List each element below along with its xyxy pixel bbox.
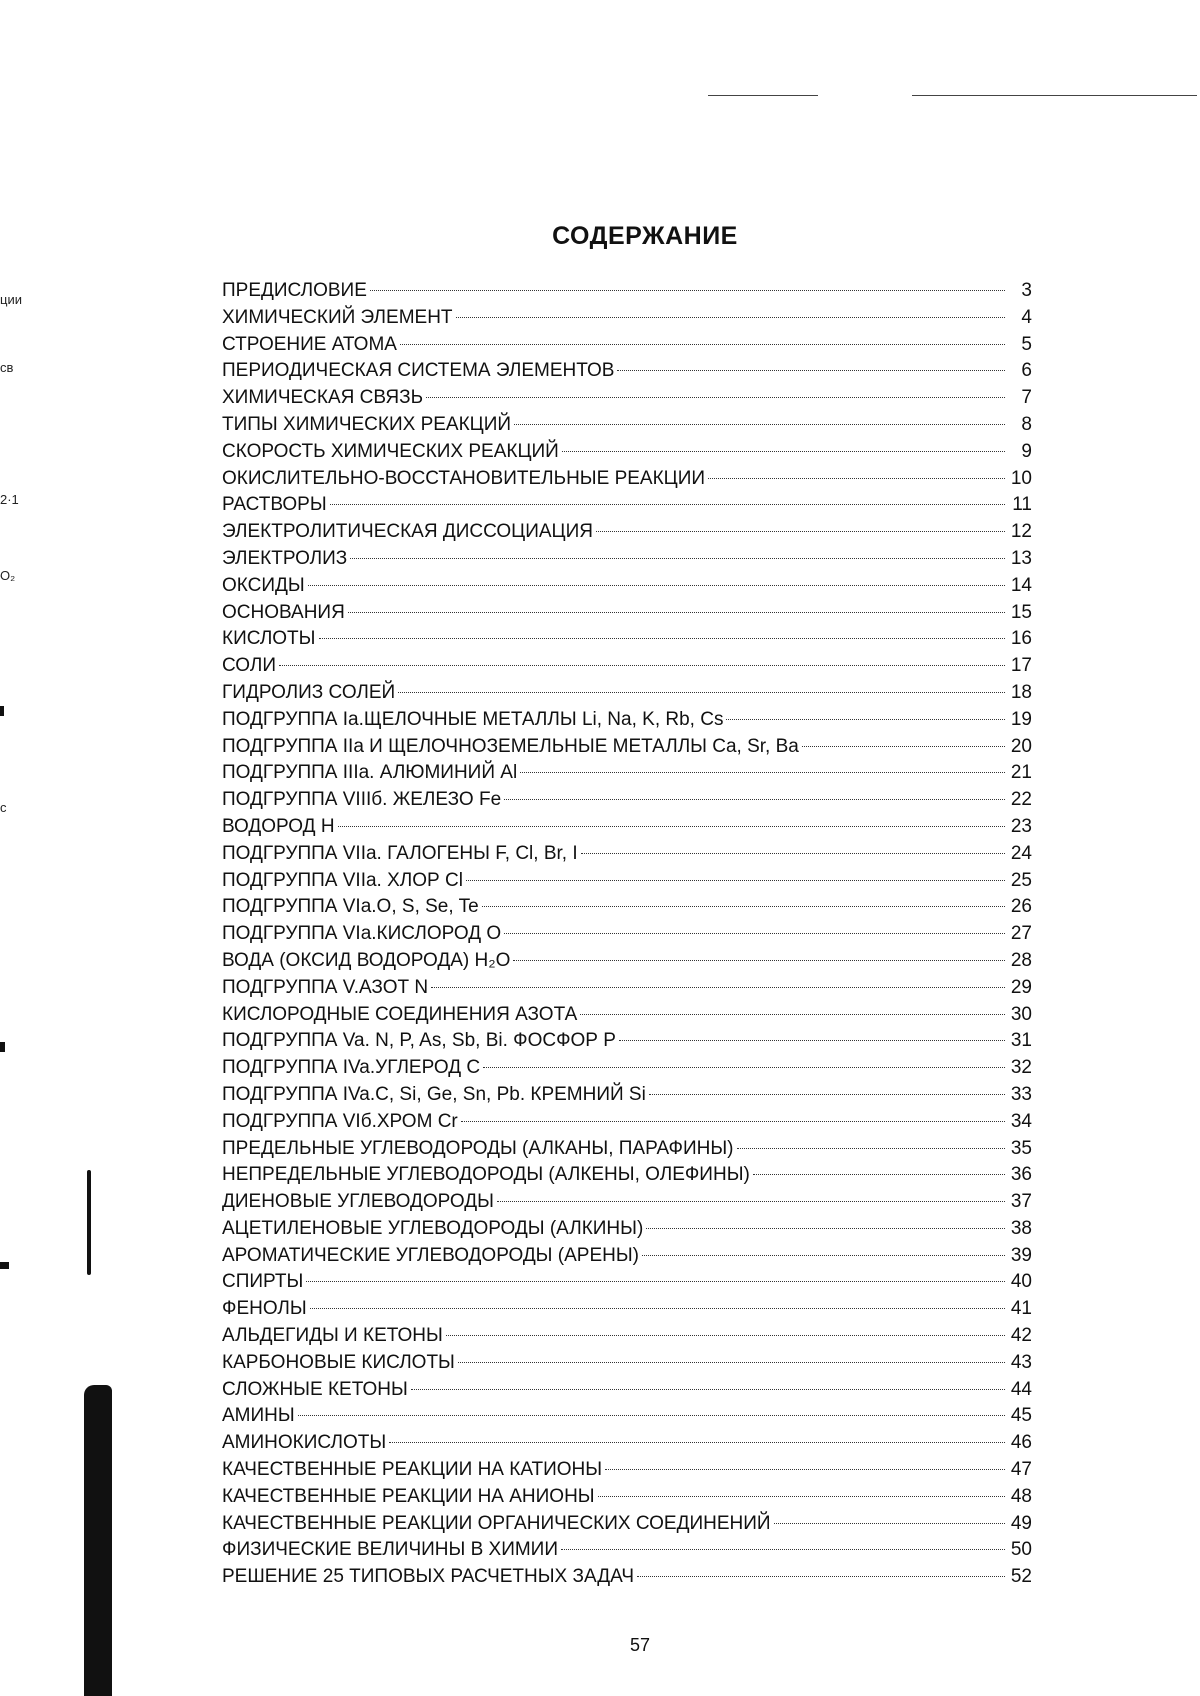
dot-leader: [308, 585, 1005, 586]
toc-entry[interactable]: [222, 1484, 1032, 1511]
dot-leader: [483, 1067, 1005, 1068]
toc-entry-label: КИСЛОРОДНЫЕ СОЕДИНЕНИЯ АЗОТА: [222, 1003, 578, 1025]
toc-entry-page: 7: [1021, 387, 1032, 409]
toc-entry-label: ПОДГРУППА VIIIб. ЖЕЛЕЗО Fe: [222, 789, 502, 811]
toc-entry-label: ПОДГРУППА VIб.ХРОМ Cr: [222, 1110, 458, 1132]
toc-entry-page: 5: [1021, 333, 1032, 355]
toc-entry-label: ТИПЫ ХИМИЧЕСКИХ РЕАКЦИЙ: [222, 413, 512, 435]
toc-entry[interactable]: [222, 707, 1032, 734]
toc-entry-page: 33: [1010, 1083, 1032, 1105]
toc-entry[interactable]: [222, 1189, 1032, 1216]
toc-entry[interactable]: [222, 787, 1032, 814]
toc-entry-label: ДИЕНОВЫЕ УГЛЕВОДОРОДЫ: [222, 1191, 494, 1213]
dot-leader: [708, 478, 1005, 479]
margin-fragment: O₂: [0, 568, 16, 583]
dot-leader: [520, 772, 1005, 773]
toc-entry[interactable]: [222, 1028, 1032, 1055]
toc-entry-label: ПОДГРУППА VIIa. ХЛОР Cl: [222, 869, 463, 891]
dot-leader: [646, 1228, 1005, 1229]
scan-mark: [0, 1262, 9, 1269]
toc-entry-page: 45: [1010, 1405, 1032, 1427]
dot-leader: [398, 692, 1005, 693]
toc-entry-label: АМИНОКИСЛОТЫ: [222, 1432, 387, 1454]
toc-entry[interactable]: [222, 305, 1032, 332]
dot-leader: [726, 719, 1005, 720]
toc-entry-page: 9: [1021, 440, 1032, 462]
toc-entry[interactable]: [222, 1377, 1032, 1404]
dot-leader: [504, 933, 1005, 934]
toc-entry[interactable]: [222, 894, 1032, 921]
dot-leader: [310, 1308, 1005, 1309]
toc-entry-page: 25: [1010, 869, 1032, 891]
toc-entry-label: СЛОЖНЫЕ КЕТОНЫ: [222, 1378, 408, 1400]
toc-entry[interactable]: [222, 1403, 1032, 1430]
toc-entry-label: СОЛИ: [222, 655, 276, 677]
toc-entry-label: КАЧЕСТВЕННЫЕ РЕАКЦИИ ОРГАНИЧЕСКИХ СОЕДИНЕНИЙ: [222, 1512, 771, 1534]
margin-fragment: ции: [0, 292, 22, 307]
dot-leader: [605, 1469, 1005, 1470]
toc-entry-page: 47: [1010, 1459, 1032, 1481]
toc-entry-label: АРОМАТИЧЕСКИЕ УГЛЕВОДОРОДЫ (АРЕНЫ): [222, 1244, 639, 1266]
toc-entry-label: СТРОЕНИЕ АТОМА: [222, 333, 397, 355]
toc-entry[interactable]: [222, 626, 1032, 653]
toc-entry-label: КИСЛОТЫ: [222, 628, 316, 650]
toc-entry[interactable]: [222, 439, 1032, 466]
toc-entry[interactable]: [222, 600, 1032, 627]
toc-entry-label: ВОДА (ОКСИД ВОДОРОДА) H₂O: [222, 949, 511, 971]
toc-entry-label: ХИМИЧЕСКАЯ СВЯЗЬ: [222, 387, 424, 409]
dot-leader: [737, 1148, 1005, 1149]
toc-entry-page: 24: [1010, 842, 1032, 864]
scan-binding-mark: [87, 1170, 91, 1275]
dot-leader: [411, 1389, 1005, 1390]
toc-entry[interactable]: [222, 412, 1032, 439]
toc-entry[interactable]: [222, 1243, 1032, 1270]
toc-entry-page: 42: [1010, 1325, 1032, 1347]
toc-entry-page: 36: [1010, 1164, 1032, 1186]
toc-entry-page: 40: [1010, 1271, 1032, 1293]
toc-entry-page: 30: [1010, 1003, 1032, 1025]
toc-entry[interactable]: [222, 573, 1032, 600]
dot-leader: [348, 612, 1005, 613]
dot-leader: [482, 906, 1005, 907]
toc-entry-page: 13: [1010, 547, 1032, 569]
toc-entry-label: НЕПРЕДЕЛЬНЫЕ УГЛЕВОДОРОДЫ (АЛКЕНЫ, ОЛЕФИНЫ): [222, 1164, 750, 1186]
dot-leader: [330, 504, 1005, 505]
dot-leader: [431, 987, 1005, 988]
toc-entry-label: ХИМИЧЕСКИЙ ЭЛЕМЕНТ: [222, 306, 453, 328]
dot-leader: [338, 826, 1005, 827]
toc-entry[interactable]: [222, 1269, 1032, 1296]
dot-leader: [461, 1121, 1005, 1122]
toc-entry-page: 21: [1010, 762, 1032, 784]
dot-leader: [637, 1576, 1005, 1577]
toc-entry-page: 26: [1010, 896, 1032, 918]
toc-entry-page: 49: [1010, 1512, 1032, 1534]
toc-entry[interactable]: [222, 1136, 1032, 1163]
toc-entry-label: ФИЗИЧЕСКИЕ ВЕЛИЧИНЫ В ХИМИИ: [222, 1539, 558, 1561]
dot-leader: [446, 1335, 1005, 1336]
dot-leader: [456, 317, 1005, 318]
dot-leader: [426, 397, 1005, 398]
toc-entry[interactable]: [222, 466, 1032, 493]
toc-entry-page: 11: [1012, 494, 1032, 516]
toc-entry-label: ПОДГРУППА Va. N, P, As, Sb, Bi. ФОСФОР P: [222, 1030, 616, 1052]
dot-leader: [581, 853, 1005, 854]
dot-leader: [466, 880, 1005, 881]
dot-leader: [561, 1549, 1005, 1550]
dot-leader: [802, 746, 1005, 747]
dot-leader: [350, 558, 1005, 559]
toc-entry[interactable]: [222, 653, 1032, 680]
toc-entry-label: АЛЬДЕГИДЫ И КЕТОНЫ: [222, 1325, 443, 1347]
toc-entry-label: АМИНЫ: [222, 1405, 295, 1427]
toc-entry-page: 44: [1010, 1378, 1032, 1400]
toc-entry-page: 28: [1010, 949, 1032, 971]
toc-entry-page: 12: [1010, 521, 1032, 543]
toc-entry[interactable]: [222, 332, 1032, 359]
dot-leader: [400, 344, 1005, 345]
toc-entry-label: ПОДГРУППА V.АЗОТ N: [222, 976, 429, 998]
scan-rule-right: [912, 95, 1197, 96]
toc-entry[interactable]: [222, 519, 1032, 546]
toc-entry[interactable]: [222, 1109, 1032, 1136]
toc-entry-page: 35: [1010, 1137, 1032, 1159]
toc-entry-label: ПОДГРУППА IVa.C, Si, Ge, Sn, Pb. КРЕМНИЙ Si: [222, 1083, 646, 1105]
toc-entry[interactable]: [222, 814, 1032, 841]
toc-entry[interactable]: [222, 1082, 1032, 1109]
dot-leader: [596, 531, 1005, 532]
toc-entry[interactable]: [222, 278, 1032, 305]
toc-entry-page: 3: [1021, 280, 1032, 301]
toc-entry-page: 10: [1010, 467, 1032, 489]
toc-entry-page: 43: [1010, 1351, 1032, 1373]
toc-entry-label: ГИДРОЛИЗ СОЛЕЙ: [222, 681, 396, 703]
scan-rule-left: [708, 95, 818, 96]
toc-entry-label: КАРБОНОВЫЕ КИСЛОТЫ: [222, 1351, 455, 1373]
toc-entry-page: 4: [1021, 306, 1032, 328]
toc-entry[interactable]: [222, 1457, 1032, 1484]
toc-entry-page: 18: [1010, 681, 1032, 703]
toc-entry-page: 41: [1010, 1298, 1032, 1320]
toc-entry[interactable]: [222, 948, 1032, 975]
dot-leader: [513, 960, 1005, 961]
dot-leader: [753, 1174, 1005, 1175]
toc-title: СОДЕРЖАНИЕ: [552, 222, 738, 250]
dot-leader: [598, 1496, 1005, 1497]
toc-entry-label: КАЧЕСТВЕННЫЕ РЕАКЦИИ НА АНИОНЫ: [222, 1485, 595, 1507]
dot-leader: [370, 290, 1005, 291]
toc-entry-label: ЭЛЕКТРОЛИЗ: [222, 547, 348, 569]
dot-leader: [389, 1442, 1005, 1443]
toc-entry-page: 19: [1010, 708, 1032, 730]
dot-leader: [504, 799, 1005, 800]
dot-leader: [562, 451, 1005, 452]
toc-entry[interactable]: [222, 1296, 1032, 1323]
toc-entry[interactable]: [222, 1002, 1032, 1029]
toc-entry-page: 17: [1010, 655, 1032, 677]
toc-entry[interactable]: [222, 1162, 1032, 1189]
toc-entry[interactable]: [222, 1511, 1032, 1538]
toc-entry[interactable]: [222, 760, 1032, 787]
toc-entry-page: 20: [1010, 735, 1032, 757]
page-number: 57: [629, 1635, 651, 1655]
toc-entry-label: ПОДГРУППА VIa.КИСЛОРОД O: [222, 923, 502, 945]
toc-entry-label: ОКИСЛИТЕЛЬНО-ВОССТАНОВИТЕЛЬНЫЕ РЕАКЦИИ: [222, 467, 706, 489]
toc-entry-label: ПОДГРУППА VIIa. ГАЛОГЕНЫ F, Cl, Br, I: [222, 842, 578, 864]
toc-entry-page: 29: [1010, 976, 1032, 998]
scan-mark: [0, 706, 4, 716]
dot-leader: [497, 1201, 1005, 1202]
toc-entry-label: СКОРОСТЬ ХИМИЧЕСКИХ РЕАКЦИЙ: [222, 440, 559, 462]
toc-entry[interactable]: [222, 975, 1032, 1002]
toc-entry[interactable]: [222, 1323, 1032, 1350]
toc-entry-page: 38: [1010, 1217, 1032, 1239]
toc-entry-label: ПРЕДИСЛОВИЕ: [222, 280, 367, 301]
dot-leader: [319, 638, 1006, 639]
toc-entry-label: ОКСИДЫ: [222, 574, 305, 596]
margin-fragment: 2·1: [0, 492, 19, 507]
toc-entry-label: ОСНОВАНИЯ: [222, 601, 345, 623]
toc-entry-page: 46: [1010, 1432, 1032, 1454]
toc-entry-page: 31: [1010, 1030, 1032, 1052]
toc-entry-label: ПОДГРУППА IIa И ЩЕЛОЧНОЗЕМЕЛЬНЫЕ МЕТАЛЛЫ Ca, Sr, Ba: [222, 735, 799, 757]
toc-entry-page: 16: [1010, 628, 1032, 650]
toc-entry-page: 27: [1010, 923, 1032, 945]
dot-leader: [298, 1415, 1005, 1416]
toc-entry-page: 6: [1021, 360, 1032, 382]
toc-entry-label: ЭЛЕКТРОЛИТИЧЕСКАЯ ДИССОЦИАЦИЯ: [222, 521, 593, 543]
dot-leader: [306, 1281, 1005, 1282]
toc-entry-page: 15: [1010, 601, 1032, 623]
toc-entry[interactable]: [222, 1564, 1032, 1591]
toc-entry[interactable]: [222, 492, 1032, 519]
dot-leader: [649, 1094, 1005, 1095]
toc-entry[interactable]: [222, 1537, 1032, 1564]
toc-entry-label: ПОДГРУППА Ia.ЩЕЛОЧНЫЕ МЕТАЛЛЫ Li, Na, K, Rb, Cs: [222, 708, 724, 730]
margin-fragment: с: [0, 800, 7, 815]
toc-entry-label: ВОДОРОД H: [222, 815, 335, 837]
toc-entry[interactable]: [222, 385, 1032, 412]
toc-entry[interactable]: [222, 1430, 1032, 1457]
toc-entry-page: 52: [1010, 1566, 1032, 1588]
toc-entry-label: АЦЕТИЛЕНОВЫЕ УГЛЕВОДОРОДЫ (АЛКИНЫ): [222, 1217, 644, 1239]
dot-leader: [617, 370, 1005, 371]
toc-entry[interactable]: [222, 358, 1032, 385]
scan-mark: [0, 1042, 5, 1052]
toc-entry-page: 39: [1010, 1244, 1032, 1266]
toc-entry-page: 22: [1010, 789, 1032, 811]
toc-entry-page: 50: [1010, 1539, 1032, 1561]
toc-entry-page: 37: [1010, 1191, 1032, 1213]
toc-entry-label: РАСТВОРЫ: [222, 494, 327, 516]
toc-entry-label: ПОДГРУППА IVa.УГЛЕРОД C: [222, 1057, 481, 1079]
table-of-contents: [222, 278, 1032, 1591]
toc-entry-page: 14: [1010, 574, 1032, 596]
toc-entry-page: 32: [1010, 1057, 1032, 1079]
dot-leader: [279, 665, 1005, 666]
dot-leader: [580, 1014, 1005, 1015]
dot-leader: [642, 1255, 1005, 1256]
toc-entry-page: 8: [1021, 413, 1032, 435]
margin-fragment: св: [0, 360, 14, 375]
toc-entry[interactable]: [222, 868, 1032, 895]
toc-entry-page: 23: [1010, 815, 1032, 837]
dot-leader: [774, 1523, 1005, 1524]
toc-entry-label: РЕШЕНИЕ 25 ТИПОВЫХ РАСЧЕТНЫХ ЗАДАЧ: [222, 1566, 634, 1588]
toc-entry-label: ПРЕДЕЛЬНЫЕ УГЛЕВОДОРОДЫ (АЛКАНЫ, ПАРАФИНЫ): [222, 1137, 734, 1159]
toc-entry[interactable]: [222, 1216, 1032, 1243]
dot-leader: [514, 424, 1005, 425]
dot-leader: [458, 1362, 1005, 1363]
toc-entry[interactable]: [222, 1350, 1032, 1377]
toc-entry[interactable]: [222, 1055, 1032, 1082]
dot-leader: [619, 1040, 1005, 1041]
toc-entry[interactable]: [222, 841, 1032, 868]
toc-entry[interactable]: [222, 734, 1032, 761]
toc-entry[interactable]: [222, 680, 1032, 707]
toc-entry[interactable]: [222, 921, 1032, 948]
toc-entry-page: 34: [1010, 1110, 1032, 1132]
toc-entry-label: СПИРТЫ: [222, 1271, 304, 1293]
toc-entry-label: ПОДГРУППА IIIa. АЛЮМИНИЙ Al: [222, 762, 518, 784]
toc-entry-label: ФЕНОЛЫ: [222, 1298, 307, 1320]
toc-entry-label: КАЧЕСТВЕННЫЕ РЕАКЦИИ НА КАТИОНЫ: [222, 1459, 603, 1481]
toc-entry-page: 48: [1010, 1485, 1032, 1507]
toc-entry[interactable]: [222, 546, 1032, 573]
toc-entry-label: ПЕРИОДИЧЕСКАЯ СИСТЕМА ЭЛЕМЕНТОВ: [222, 360, 615, 382]
toc-entry-label: ПОДГРУППА VIa.O, S, Se, Te: [222, 896, 479, 918]
